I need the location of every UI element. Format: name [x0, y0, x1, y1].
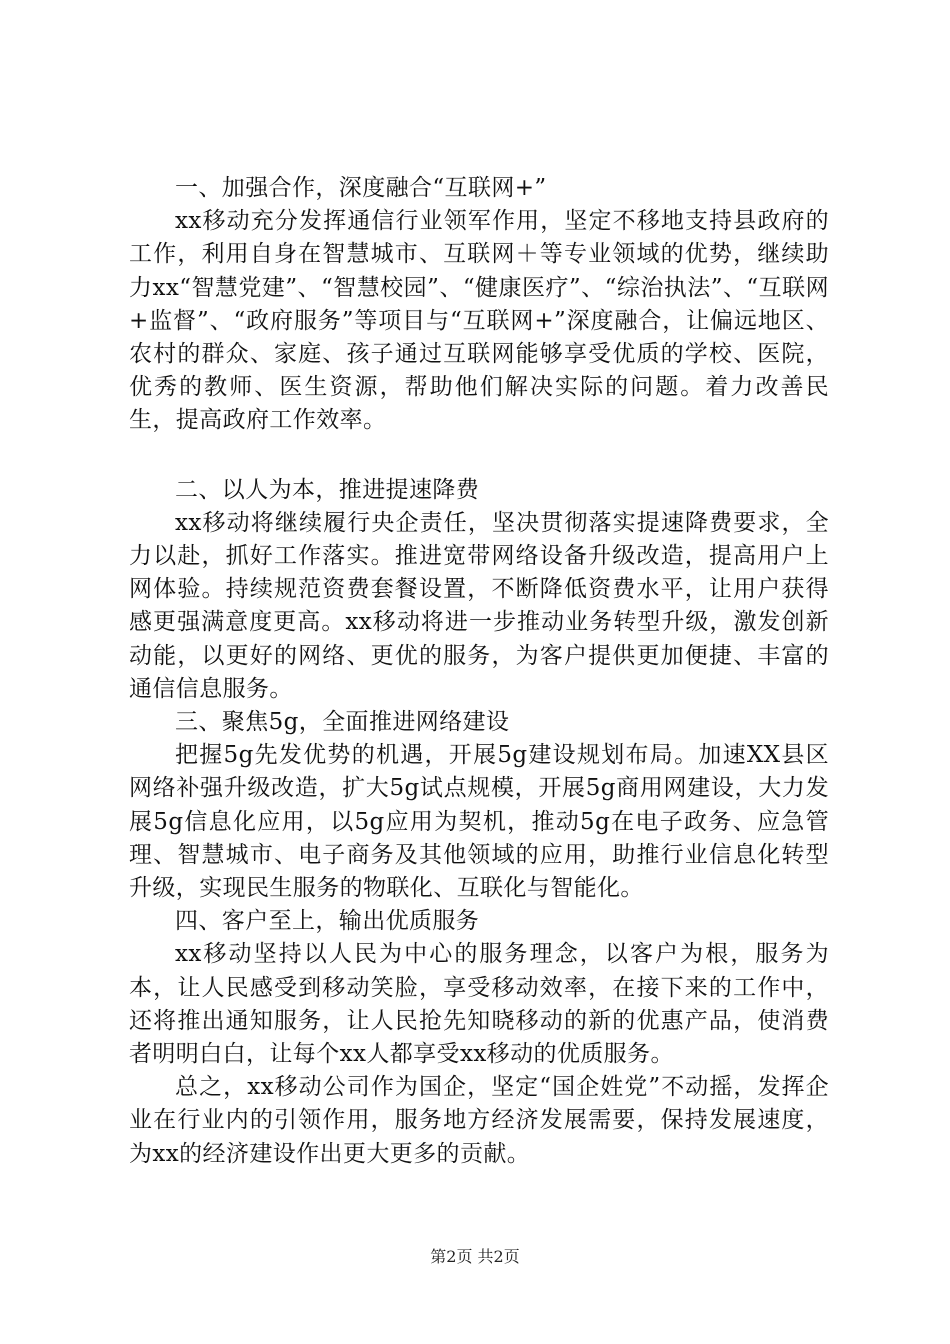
section-3-body: 把握5g先发优势的机遇，开展5g建设规划布局。加速XX县区网络补强升级改造，扩大5g试点规模，开展5g商用网建设，大力发展5g信息化应用，以5g应用为契机，推动5g在电子政务、应急管理、智慧城市、电子商务及其他领域的应用，助推行业信息化转型升级，实现民生服务的物联化、互联化与智能化。 [129, 742, 829, 902]
section-4-body: xx移动坚持以人民为中心的服务理念，以客户为根，服务为本，让人民感受到移动笑脸，享受移动效率，在接下来的工作中，还将推出通知服务，让人民抢先知晓移动的新的优惠产品，使消费者明明白白，让每个xx人都享受xx移动的优质服务。 [129, 941, 829, 1068]
document-body [129, 172, 829, 1171]
page-number-footer: 第2页 共2页 [430, 1247, 520, 1266]
section-2-heading: 二、以人为本，推进提速降费 [175, 476, 480, 503]
section-4-heading: 四、客户至上，输出优质服务 [175, 908, 480, 935]
section-1-body: xx移动充分发挥通信行业领军作用，坚定不移地支持县政府的工作，利用自身在智慧城市、互联网＋等专业领域的优势，继续助力xx“智慧党建”、“智慧校园”、“健康医疗”、“综治执法”、“互联网+监督”、“政府服务”等项目与“互联网+”深度融合，让偏远地区、农村的群众、家庭、孩子通过互联网能够享受优质的学校、医院，优秀的教师、医生资源，帮助他们解决实际的问题。着力改善民生，提高政府工作效率。 [129, 208, 829, 434]
conclusion-paragraph: 总之，xx移动公司作为国企，坚定“国企姓党”不动摇，发挥企业在行业内的引领作用，服务地方经济发展需要，保持发展速度，为xx的经济建设作出更大更多的贡献。 [129, 1074, 829, 1167]
section-2-body: xx移动将继续履行央企责任，坚决贯彻落实提速降费要求，全力以赴，抓好工作落实。推进宽带网络设备升级改造，提高用户上网体验。持续规范资费套餐设置，不断降低资费水平，让用户获得感更强满意度更高。xx移动将进一步推动业务转型升级，激发创新动能，以更好的网络、更优的服务，为客户提供更加便捷、丰富的通信信息服务。 [129, 509, 829, 702]
section-3-heading: 三、聚焦5g，全面推进网络建设 [175, 709, 510, 736]
section-1-heading: 一、加强合作，深度融合“互联网+” [175, 175, 547, 201]
